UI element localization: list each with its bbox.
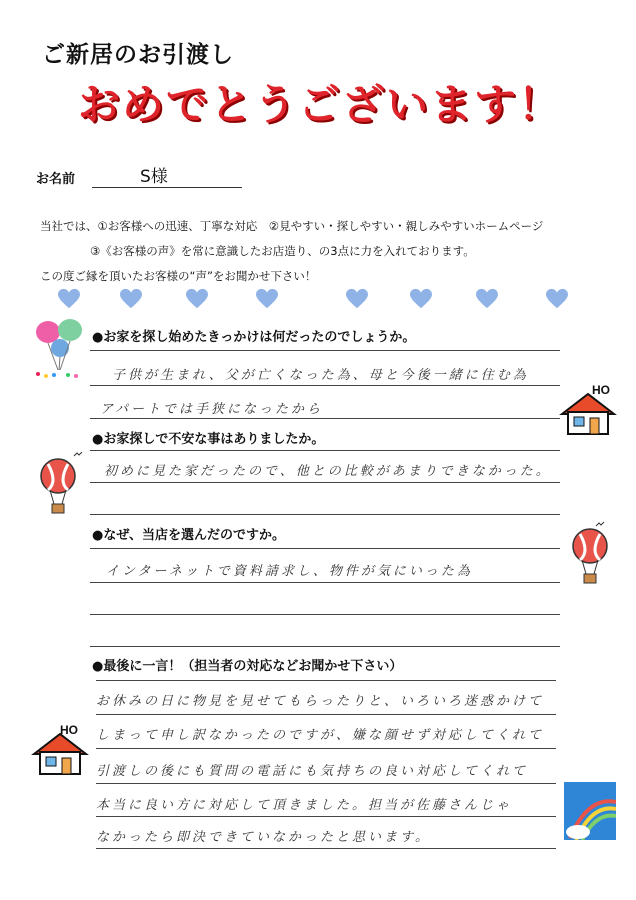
question-3: ●なぜ、当店を選んだのですか。 bbox=[92, 528, 285, 543]
answer-rule bbox=[96, 783, 556, 784]
question-2: ●お家探しで不安な事はありましたか。 bbox=[92, 432, 325, 447]
name-label: お名前 bbox=[36, 172, 76, 187]
heart-icon bbox=[186, 288, 208, 310]
hot-air-balloon-icon bbox=[566, 520, 616, 586]
house-icon bbox=[30, 722, 92, 780]
balloons-icon bbox=[32, 318, 88, 380]
page-title: おめでとうございます！ bbox=[78, 80, 563, 129]
heart-icon bbox=[410, 288, 432, 310]
heart-icon bbox=[256, 288, 278, 310]
answer-4-line-5: なかったら即決できていなかったと思います。 bbox=[96, 830, 431, 845]
answer-rule bbox=[90, 385, 560, 386]
intro-line-2: ③《お客様の声》を常に意識したお店造り、の3点に力を入れております。 bbox=[90, 244, 475, 258]
answer-1-line-1: 子供が生まれ、父が亡くなった為、母と今後一緒に住む為 bbox=[112, 368, 529, 383]
customer-name: S様 bbox=[140, 167, 168, 187]
answer-rule bbox=[90, 614, 560, 615]
intro-line-3: この度ご縁を頂いたお客様の“声”をお聞かせ下さい！ bbox=[40, 269, 317, 283]
intro-line-1: 当社では、①お客様への迅速、丁寧な対応 ②見やすい・探しやすい・親しみやすいホームページ bbox=[40, 219, 544, 233]
question-4: ●最後に一言！（担当者の対応などお聞かせ下さい） bbox=[92, 659, 403, 674]
answer-rule bbox=[96, 816, 556, 817]
answer-4-line-2: しまって申し訳なかったのですが、嫌な顔せず対応してくれて bbox=[96, 728, 545, 743]
answer-rule bbox=[96, 680, 556, 681]
answer-rule bbox=[96, 848, 556, 849]
answer-4-line-1: お休みの日に物見を見せてもらったりと、いろいろ迷惑かけて bbox=[96, 694, 545, 709]
rainbow-icon bbox=[564, 782, 616, 840]
heart-icon bbox=[120, 288, 142, 310]
answer-4-line-4: 本当に良い方に対応して頂きました。担当が佐藤さんじゃ bbox=[96, 798, 513, 813]
answer-rule bbox=[90, 514, 560, 515]
heart-icon bbox=[476, 288, 498, 310]
answer-rule bbox=[90, 548, 560, 549]
heart-icon bbox=[58, 288, 80, 310]
answer-rule bbox=[90, 482, 560, 483]
heart-icon bbox=[346, 288, 368, 310]
answer-2-line-1: 初めに見た家だったので、他との比較があまりできなかった。 bbox=[104, 464, 552, 479]
name-underline bbox=[92, 187, 242, 188]
answer-rule bbox=[90, 350, 560, 351]
hearts-row bbox=[46, 288, 586, 314]
answer-rule bbox=[90, 418, 560, 419]
question-1: ●お家を探し始めたきっかけは何だったのでしょうか。 bbox=[92, 330, 416, 345]
svg-text:HO: HO bbox=[592, 383, 610, 397]
subtitle: ご新居のお引渡し bbox=[42, 42, 234, 68]
hot-air-balloon-icon bbox=[34, 452, 84, 518]
house-icon bbox=[558, 382, 620, 440]
svg-text:HO: HO bbox=[60, 723, 78, 737]
answer-rule bbox=[90, 646, 560, 647]
answer-4-line-3: 引渡しの後にも質問の電話にも気持ちの良い対応してくれて bbox=[96, 764, 529, 779]
heart-icon bbox=[546, 288, 568, 310]
answer-rule bbox=[90, 582, 560, 583]
answer-1-line-2: アパートでは手狭になったから bbox=[100, 402, 323, 417]
answer-3-line-1: インターネットで資料請求し、物件が気にいった為 bbox=[106, 564, 473, 579]
answer-rule bbox=[96, 748, 556, 749]
answer-rule bbox=[90, 450, 560, 451]
answer-rule bbox=[96, 714, 556, 715]
